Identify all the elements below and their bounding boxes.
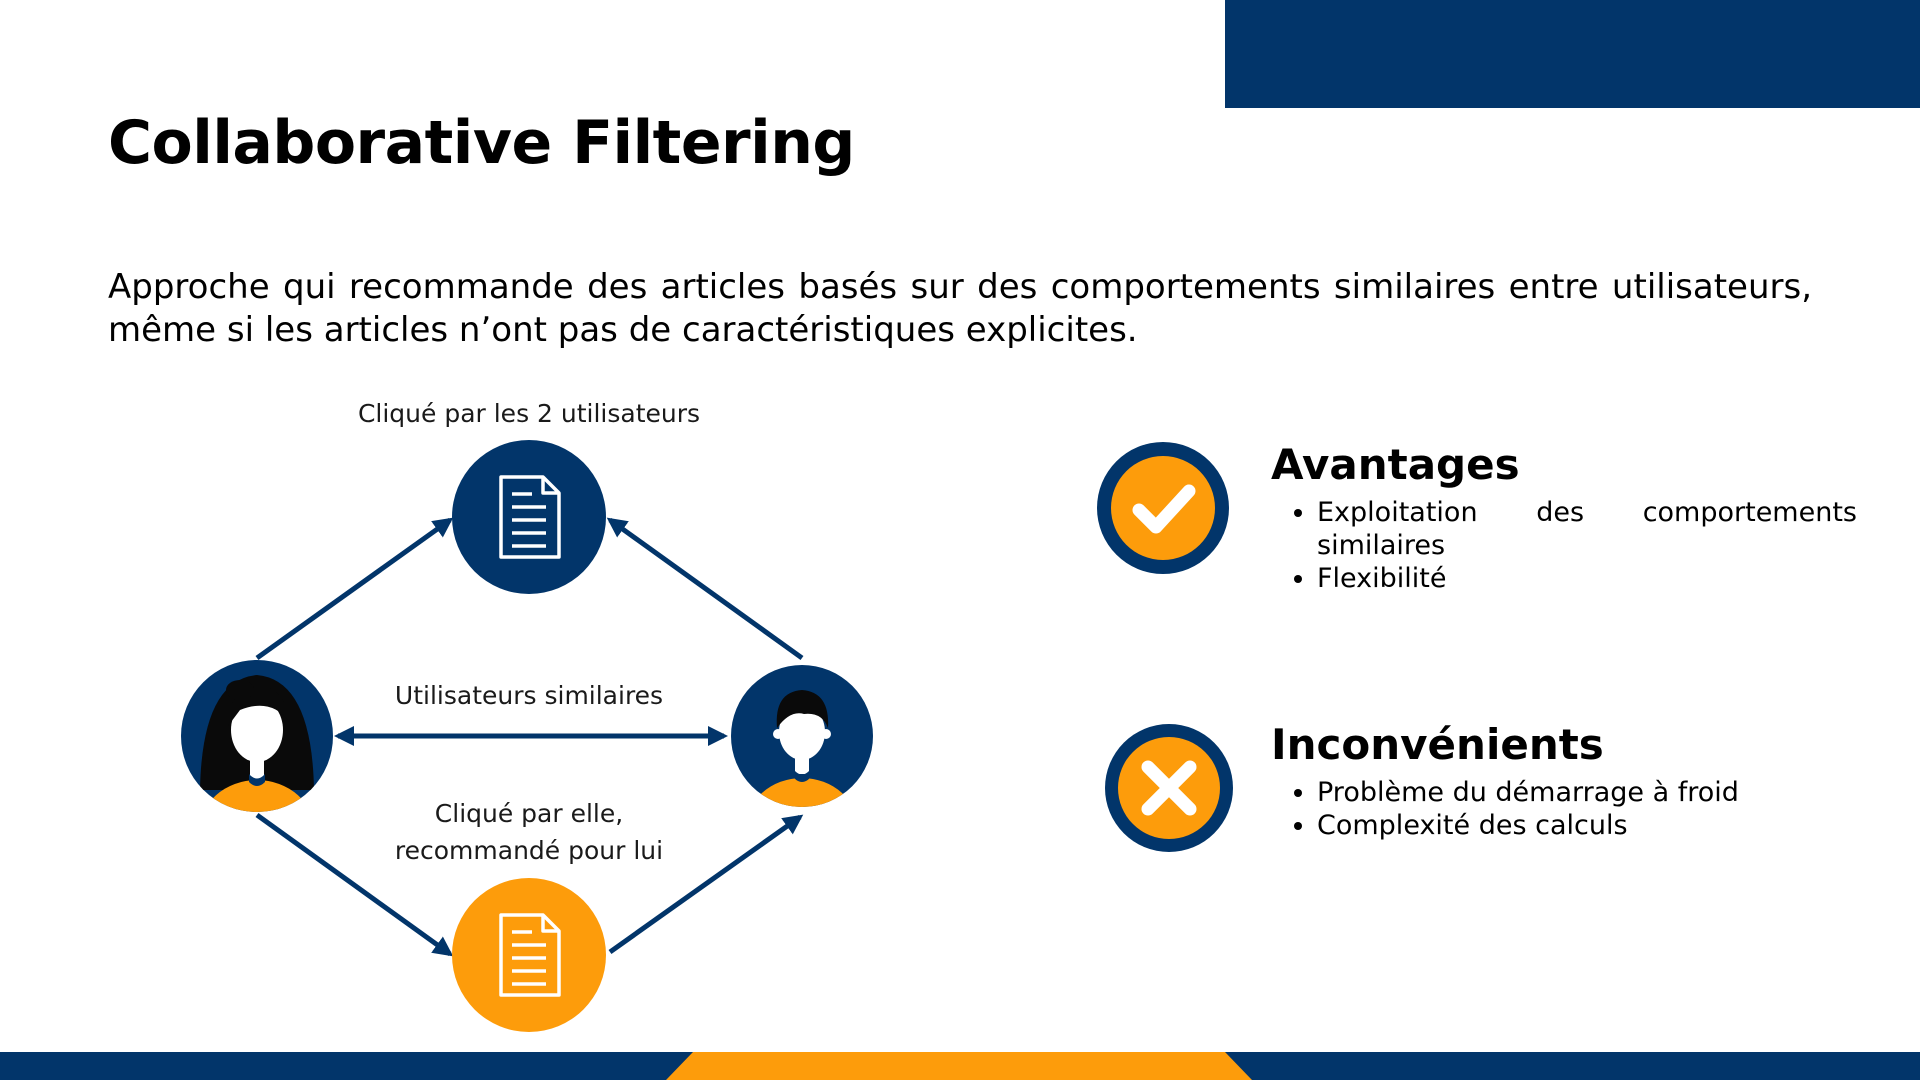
label-recommended <box>329 795 729 869</box>
advantage-item: • Flexibilité <box>1317 562 1857 595</box>
bottom-accent-bar <box>0 1052 1920 1080</box>
advantages-section <box>1095 440 1857 610</box>
bottom-document-node <box>452 878 606 1032</box>
top-accent-bar <box>1225 0 1920 108</box>
advantages-list <box>1271 496 1857 595</box>
label-recommended-line2: recommandé pour lui <box>394 836 664 865</box>
drawbacks-heading: Inconvénients <box>1271 720 1604 769</box>
check-icon <box>1095 440 1231 576</box>
intro-paragraph: Approche qui recommande des articles basés sur des comportements similaires entre utilisateurs, même si les articles n’ont pas de caractéristiques explicites. <box>108 267 1812 350</box>
drawbacks-list <box>1271 776 1857 842</box>
collaborative-filtering-diagram <box>0 380 900 1040</box>
label-recommended-line1: Cliqué par elle, <box>434 799 624 828</box>
arrow-woman-to-top-item <box>257 520 450 658</box>
page-title: Collaborative Filtering <box>108 108 855 178</box>
drawback-item: • Complexité des calculs <box>1317 809 1857 842</box>
man-user-avatar <box>731 665 873 878</box>
advantage-item: • Exploitation des comportements similaires <box>1317 496 1857 562</box>
drawbacks-section <box>1095 720 1815 860</box>
label-clicked-by-both: Cliqué par les 2 utilisateurs <box>357 399 701 428</box>
top-document-node <box>452 440 606 594</box>
label-similar-users: Utilisateurs similaires <box>394 681 664 710</box>
arrow-man-to-top-item <box>610 520 802 658</box>
close-icon <box>1101 720 1237 856</box>
advantages-heading: Avantages <box>1271 440 1520 489</box>
drawback-item: • Problème du démarrage à froid <box>1317 776 1857 809</box>
